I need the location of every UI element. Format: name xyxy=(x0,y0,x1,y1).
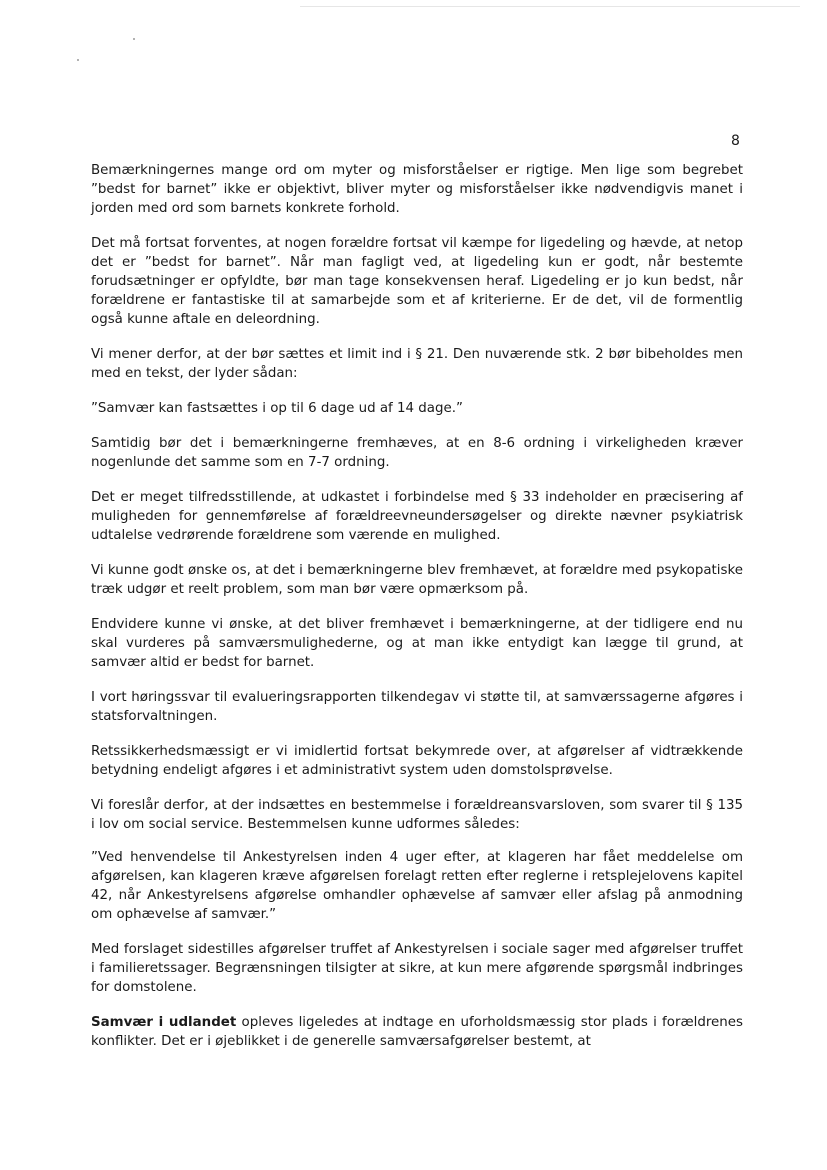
quoted-provision: ”Ved henvendelse til Ankestyrelsen inden 4 uger efter, at klageren har fået meddelelse om afgørelsen, kan klageren kræve afgørelsen forelagt retten efter reglerne i retsplejelovens kapitel 42, når Ankestyrelsens afgørelse omhandler ophævelse af samvær eller afslag på anmodning om ophævelse af samvær.” xyxy=(91,850,743,922)
page-number: 8 xyxy=(731,133,740,149)
scan-edge-line xyxy=(300,6,800,7)
paragraph: Bemærkningernes mange ord om myter og misforståelser er rigtige. Men lige som begrebet ”bedst for barnet” ikke er objektivt, bliver myter og misforståelser ikke nødvendigvis manet i jorden med ord som barnets konkrete forhold. xyxy=(91,163,743,216)
paragraph: Endvidere kunne vi ønske, at det bliver fremhævet i bemærkningerne, at der tidligere end nu skal vurderes på samværsmulighederne, og at man ikke entydigt kan lægge til grund, at samvær altid er bedst for barnet. xyxy=(91,617,743,670)
paragraph-samvaer-i-udlandet xyxy=(91,1013,743,1051)
paragraph: Retssikkerhedsmæssigt er vi imidlertid fortsat bekymrede over, at afgørelser af vidtrækkende betydning endeligt afgøres i et administrativt system uden domstolsprøvelse. xyxy=(91,744,743,778)
scan-speck xyxy=(133,38,135,40)
paragraph: Det må fortsat forventes, at nogen forældre fortsat vil kæmpe for ligedeling og hævde, at netop det er ”bedst for barnet”. Når man fagligt ved, at ligedeling kun er godt, når bestemte forudsætninger er opfyldte, bør man tage konsekvensen heraf. Ligedeling er jo kun bedst, når forældrene er fantastiske til at samarbejde som et af kriterierne. Er de det, vil de formentlig også kunne aftale en deleordning. xyxy=(91,236,743,327)
paragraph: Vi kunne godt ønske os, at det i bemærkningerne blev fremhævet, at forældre med psykopatiske træk udgør et reelt problem, som man bør være opmærksom på. xyxy=(91,563,743,597)
paragraph: I vort høringssvar til evalueringsrapporten tilkendegav vi støtte til, at samværssagerne afgøres i statsforvaltningen. xyxy=(91,690,743,724)
paragraph: Det er meget tilfredsstillende, at udkastet i forbindelse med § 33 indeholder en præcisering af muligheden for gennemførelse af forældreevneundersøgelser og direkte nævner psykiatrisk udtalelse vedrørende forældrene som værende en mulighed. xyxy=(91,490,743,543)
body-text xyxy=(91,161,743,1067)
paragraph: Samtidig bør det i bemærkningerne fremhæves, at en 8-6 ordning i virkeligheden kræver nogenlunde det samme som en 7-7 ordning. xyxy=(91,436,743,470)
scan-speck xyxy=(77,59,79,61)
quoted-provision: ”Samvær kan fastsættes i op til 6 dage ud af 14 dage.” xyxy=(91,401,463,416)
bold-lead: Samvær i udlandet xyxy=(91,1015,237,1030)
paragraph: Med forslaget sidestilles afgørelser truffet af Ankestyrelsen i sociale sager med afgørelser truffet i familieretssager. Begrænsningen tilsigter at sikre, at kun mere afgørende spørgsmål indbringes for domstolene. xyxy=(91,942,743,995)
paragraph-rest: opleves ligeledes at indtage en uforholdsmæssig stor plads i forældrenes konflikter. Det er i øjeblikket i de generelle samværsafgørelser bestemt, at xyxy=(91,1015,743,1049)
paragraph: Vi foreslår derfor, at der indsættes en bestemmelse i forældreansvarsloven, som svarer til § 135 i lov om social service. Bestemmelsen kunne udformes således: xyxy=(91,798,743,832)
paragraph: Vi mener derfor, at der bør sættes et limit ind i § 21. Den nuværende stk. 2 bør bibeholdes men med en tekst, der lyder sådan: xyxy=(91,347,743,381)
